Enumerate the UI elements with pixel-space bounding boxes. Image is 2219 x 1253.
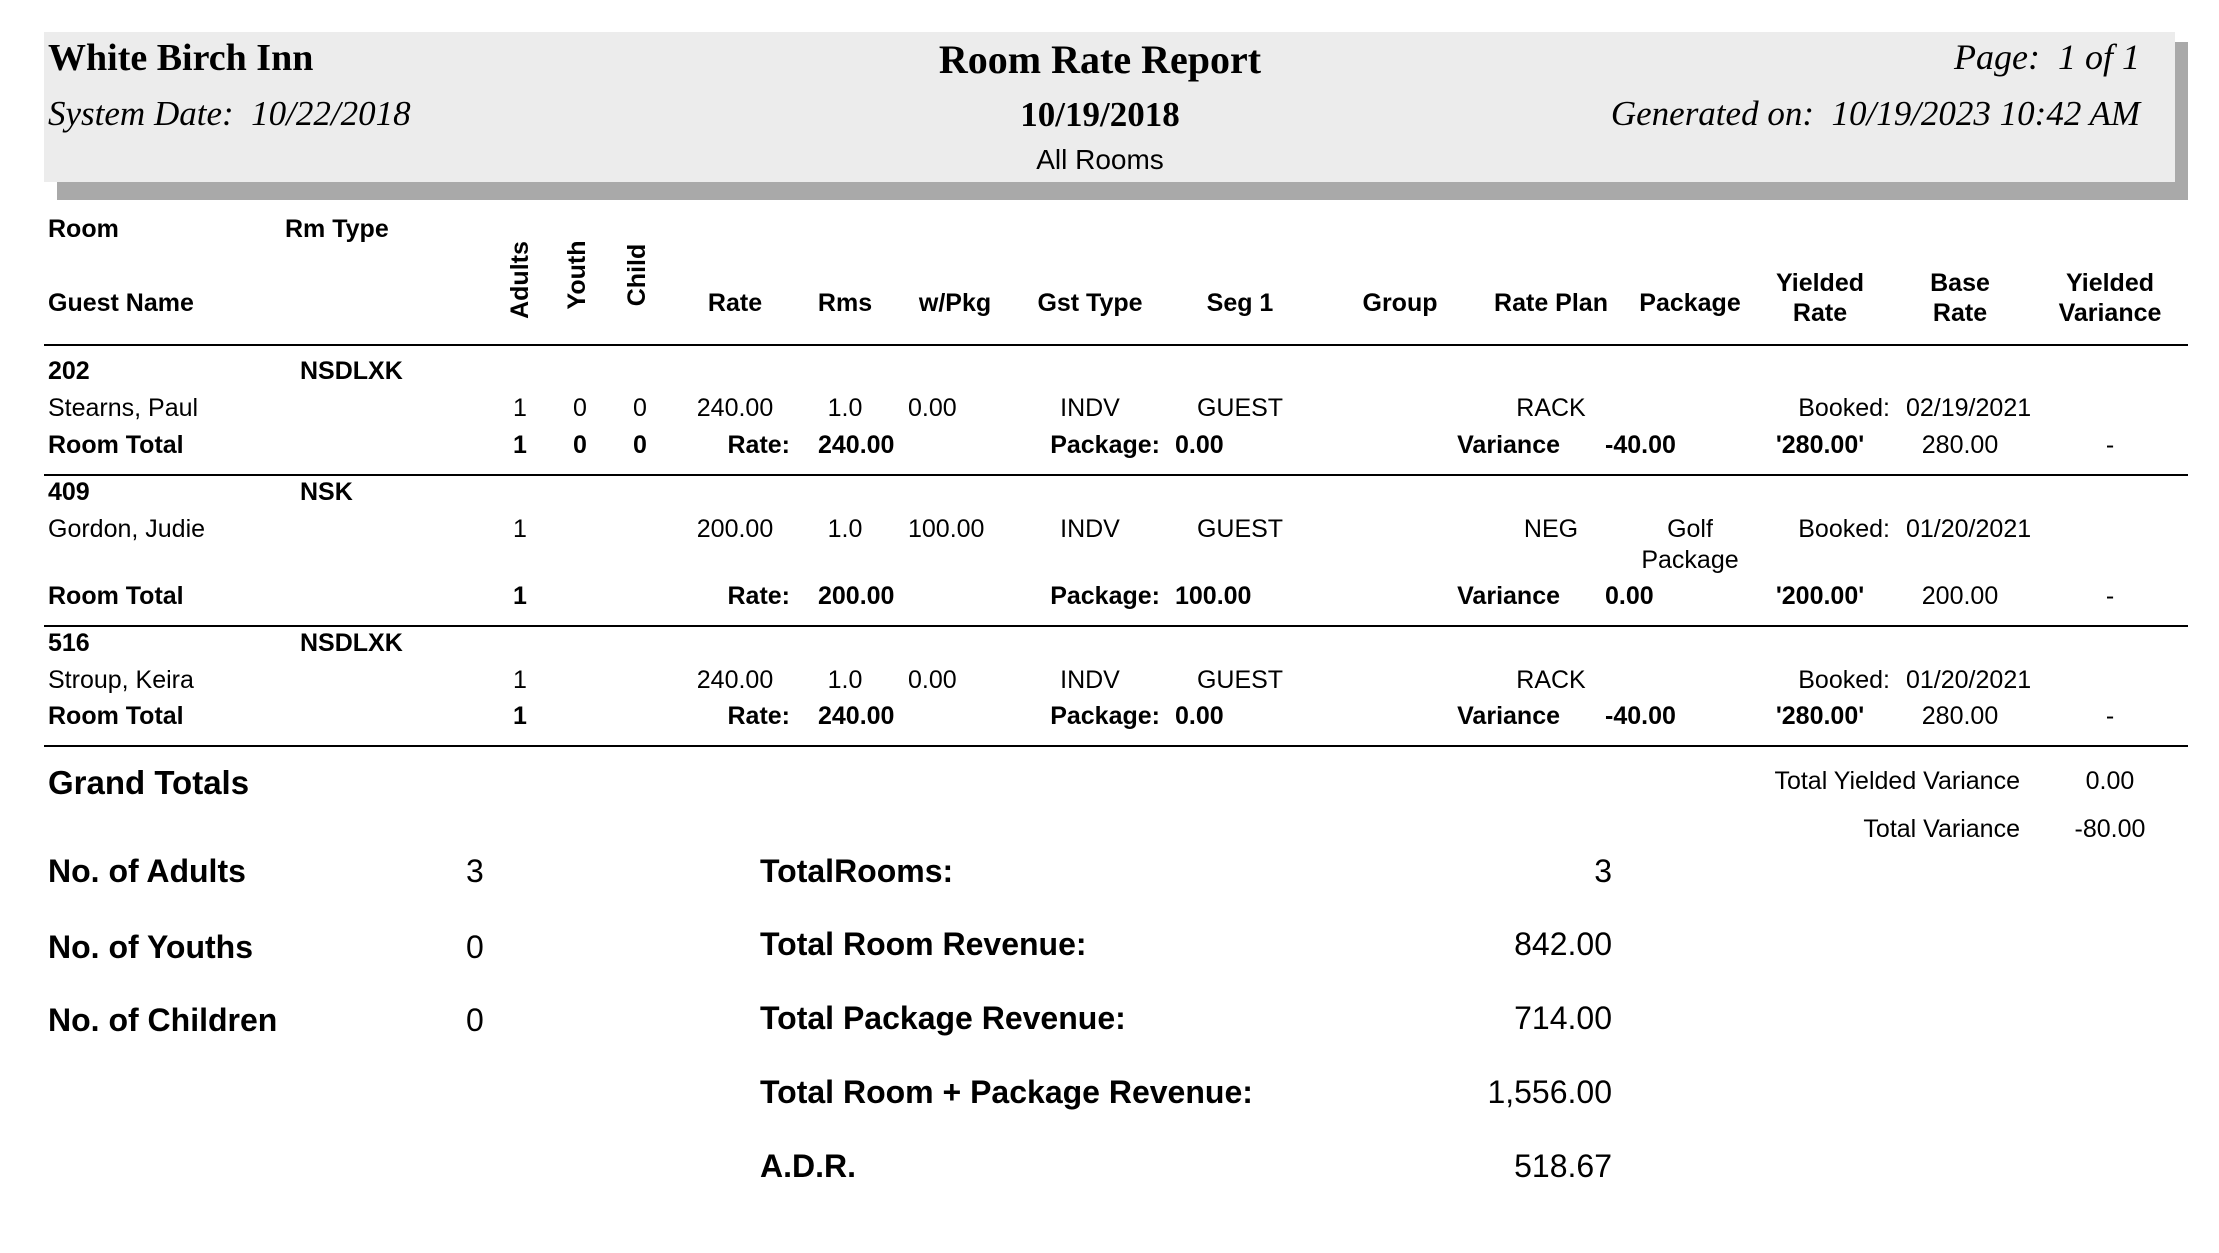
col-yielded-variance-line2: Variance <box>2058 299 2162 327</box>
report-date: 10/19/2018 <box>1020 95 1180 134</box>
col-package: Package <box>1639 289 1741 317</box>
room-total-label: Room Total <box>48 431 184 459</box>
rms: 1.0 <box>827 666 863 694</box>
total-rate-label: Rate: <box>727 582 790 610</box>
package-revenue-value: 714.00 <box>1514 1000 1612 1036</box>
total-rooms-value: 3 <box>1594 853 1612 889</box>
booked-date: 01/20/2021 <box>1906 515 2032 543</box>
total-adults: 1 <box>513 582 527 610</box>
total-base-rate: 280.00 <box>1921 702 1999 730</box>
total-base-rate: 280.00 <box>1921 431 1999 459</box>
total-package: 0.00 <box>1175 702 1224 730</box>
room-divider <box>44 745 2188 747</box>
total-yielded-variance: - <box>2105 582 2115 610</box>
youths-value: 0 <box>466 929 484 965</box>
col-base-rate-line1: Base <box>1930 269 1990 297</box>
col-rate: Rate <box>707 289 763 317</box>
col-rate-plan: Rate Plan <box>1494 289 1608 317</box>
total-child: 0 <box>633 431 647 459</box>
adults: 1 <box>513 666 527 694</box>
total-yielded-variance-label: Total Yielded Variance <box>1774 767 2020 795</box>
col-gst-type: Gst Type <box>1037 289 1143 317</box>
total-variance: -40.00 <box>1605 431 1676 459</box>
total-yielded-variance: - <box>2105 702 2115 730</box>
room-type: NSDLXK <box>300 357 403 385</box>
grand-totals-title: Grand Totals <box>48 764 250 801</box>
room-total-label: Room Total <box>48 702 184 730</box>
total-rate-label: Rate: <box>727 702 790 730</box>
total-rate: 240.00 <box>818 702 895 730</box>
room-type: NSDLXK <box>300 629 403 657</box>
total-variance-label: Variance <box>1457 702 1560 730</box>
booked-label: Booked: <box>1798 666 1890 694</box>
youth: 0 <box>573 394 587 422</box>
page-number <box>1500 36 2140 78</box>
page-label: Page: <box>1954 37 2040 77</box>
guest-name: Gordon, Judie <box>48 515 206 543</box>
adults: 1 <box>513 515 527 543</box>
total-variance: -40.00 <box>1605 702 1676 730</box>
total-package-label: Package: <box>1050 582 1160 610</box>
hotel-name: White Birch Inn <box>48 37 314 79</box>
total-yielded-rate: '200.00' <box>1775 582 1865 610</box>
col-rm-type: Rm Type <box>285 215 389 243</box>
header-divider <box>44 344 2188 346</box>
total-yielded-rate: '280.00' <box>1775 702 1865 730</box>
total-package: 0.00 <box>1175 431 1224 459</box>
rms: 1.0 <box>827 515 863 543</box>
adults-label: No. of Adults <box>48 853 246 889</box>
col-yielded-variance <box>2040 268 2180 328</box>
adults: 1 <box>513 394 527 422</box>
wpkg: 100.00 <box>908 515 985 543</box>
generated-label: Generated on: <box>1610 94 1814 133</box>
system-date-value: 10/22/2018 <box>251 94 411 133</box>
gst-type: INDV <box>1060 666 1120 694</box>
total-rate: 200.00 <box>818 582 895 610</box>
rate: 240.00 <box>696 666 774 694</box>
guest-name: Stearns, Paul <box>48 394 199 422</box>
col-room: Room <box>48 215 119 243</box>
booked-date: 01/20/2021 <box>1906 666 2032 694</box>
total-yielded-variance-value: 0.00 <box>2085 767 2135 795</box>
col-child: Child <box>623 243 651 307</box>
col-yielded-rate <box>1755 268 1885 328</box>
total-rate-label: Rate: <box>727 431 790 459</box>
package-line1: Golf <box>1667 515 1713 543</box>
adults-value: 3 <box>466 853 484 889</box>
total-adults: 1 <box>513 431 527 459</box>
col-yielded-rate-line2: Rate <box>1792 299 1848 327</box>
rms: 1.0 <box>827 394 863 422</box>
rate-plan: RACK <box>1516 394 1586 422</box>
report-title: Room Rate Report <box>938 37 1262 82</box>
gst-type: INDV <box>1060 394 1120 422</box>
total-variance-label: Variance <box>1457 431 1560 459</box>
total-rooms-label: TotalRooms: <box>760 853 954 889</box>
col-rms: Rms <box>817 289 873 317</box>
package-revenue-label: Total Package Revenue: <box>760 1000 1126 1036</box>
total-variance-label: Variance <box>1457 582 1560 610</box>
seg1: GUEST <box>1196 515 1284 543</box>
total-adults: 1 <box>513 702 527 730</box>
rate-plan: NEG <box>1523 515 1579 543</box>
room-number: 202 <box>48 357 90 385</box>
rate: 200.00 <box>696 515 774 543</box>
room-type: NSK <box>300 478 353 506</box>
rate: 240.00 <box>696 394 774 422</box>
wpkg: 0.00 <box>908 394 957 422</box>
room-number: 516 <box>48 629 90 657</box>
generated-on <box>1400 94 2140 134</box>
total-package-label: Package: <box>1050 702 1160 730</box>
guest-name: Stroup, Keira <box>48 666 194 694</box>
col-seg1: Seg 1 <box>1206 289 1274 317</box>
total-variance: 0.00 <box>1605 582 1654 610</box>
combined-revenue-label: Total Room + Package Revenue: <box>760 1074 1253 1110</box>
total-variance-label: Total Variance <box>1863 815 2020 843</box>
children-label: No. of Children <box>48 1002 278 1038</box>
total-package: 100.00 <box>1175 582 1252 610</box>
room-divider <box>44 474 2188 476</box>
seg1: GUEST <box>1196 394 1284 422</box>
col-base-rate-line2: Rate <box>1932 299 1988 327</box>
combined-revenue-value: 1,556.00 <box>1487 1074 1612 1110</box>
col-wpkg: w/Pkg <box>918 289 992 317</box>
total-youth: 0 <box>573 431 587 459</box>
total-variance-value: -80.00 <box>2074 815 2146 843</box>
seg1: GUEST <box>1196 666 1284 694</box>
rate-plan: RACK <box>1516 666 1586 694</box>
booked-date: 02/19/2021 <box>1906 394 2032 422</box>
total-yielded-rate: '280.00' <box>1775 431 1865 459</box>
col-guest-name: Guest Name <box>48 289 194 317</box>
system-date <box>48 94 411 134</box>
gst-type: INDV <box>1060 515 1120 543</box>
page-value: 1 of 1 <box>2057 37 2140 77</box>
package-line2: Package <box>1641 546 1739 574</box>
generated-value: 10/19/2023 10:42 AM <box>1831 94 2140 133</box>
total-yielded-variance: - <box>2105 431 2115 459</box>
col-base-rate <box>1900 268 2020 328</box>
room-number: 409 <box>48 478 90 506</box>
child: 0 <box>633 394 647 422</box>
col-yielded-rate-line1: Yielded <box>1776 269 1864 297</box>
total-base-rate: 200.00 <box>1921 582 1999 610</box>
booked-label: Booked: <box>1798 394 1890 422</box>
room-total-label: Room Total <box>48 582 184 610</box>
children-value: 0 <box>466 1002 484 1038</box>
col-youth: Youth <box>563 240 591 310</box>
adr-label: A.D.R. <box>760 1148 856 1184</box>
col-yielded-variance-line1: Yielded <box>2066 269 2154 297</box>
youths-label: No. of Youths <box>48 929 254 965</box>
report-scope: All Rooms <box>1036 144 1164 175</box>
room-revenue-label: Total Room Revenue: <box>760 926 1087 962</box>
room-divider <box>44 625 2188 627</box>
adr-value: 518.67 <box>1514 1148 1612 1184</box>
total-package-label: Package: <box>1050 431 1160 459</box>
room-revenue-value: 842.00 <box>1514 926 1612 962</box>
total-rate: 240.00 <box>818 431 895 459</box>
booked-label: Booked: <box>1798 515 1890 543</box>
system-date-label: System Date: <box>48 94 234 133</box>
col-adults: Adults <box>506 241 534 319</box>
wpkg: 0.00 <box>908 666 957 694</box>
col-group: Group <box>1362 289 1438 317</box>
